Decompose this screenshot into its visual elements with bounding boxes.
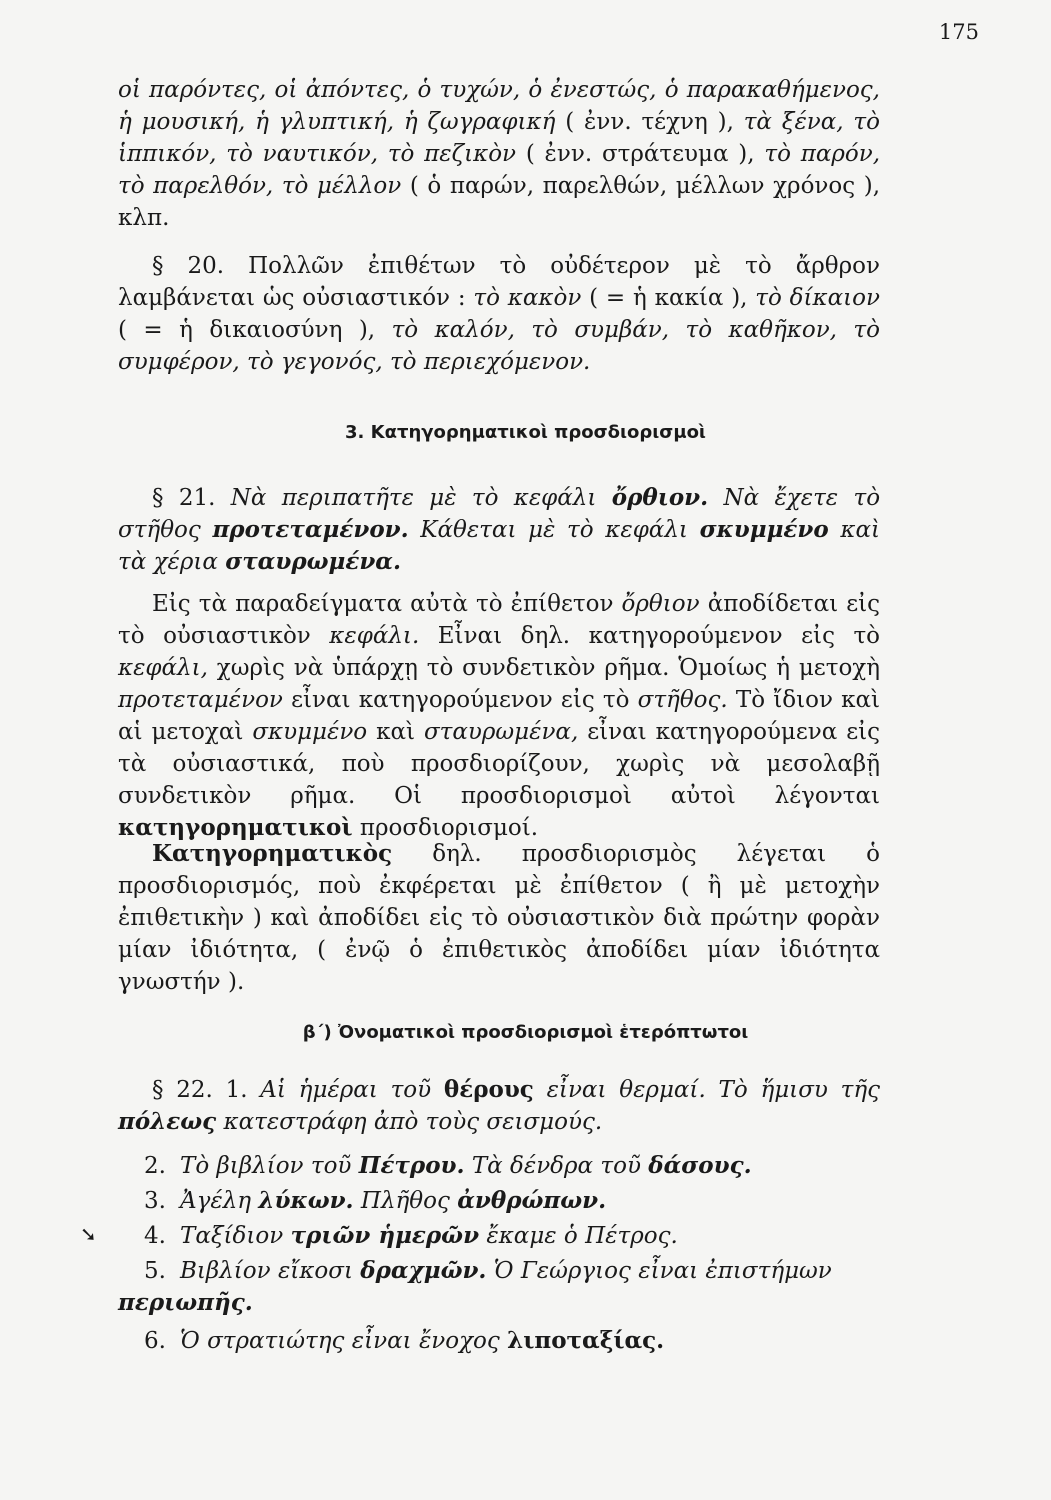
section-heading-3: 3. Κατηγορηματικοὶ προσδιορισμοὶ	[345, 422, 706, 443]
paragraph-21-definition: Κατηγορηματικὸς δηλ. προσδιορισμὸς λέγεται ὁ προσδιορισμός, ποὺ ἐκφέρεται μὲ ἐπίθετον ( ἢ μὲ μετοχὴν ἐπιθετικὴν ) καὶ ἀποδίδει εἰς τὸ οὐσιαστικὸν διὰ πρώτην φορὰν μίαν ἰδιότητα, ( ἐνῷ ὁ ἐπιθετικὸς ἀποδίδει μίαν ἰδιότητα γνωστήν ).	[118, 840, 880, 995]
paragraph-22: § 22. 1. Αἱ ἡμέραι τοῦ θέρους εἶναι θερμαί. Τὸ ἥμισυ τῆς πόλεως κατεστράφη ἀπὸ τοὺς σεισμούς.	[118, 1076, 881, 1135]
example-6: 6. Ὁ στρατιώτης εἶναι ἔνοχος λιποταξίας.	[144, 1327, 665, 1354]
paragraph-21: § 21. Νὰ περιπατῆτε μὲ τὸ κεφάλι ὄρθιον. Νὰ ἔχετε τὸ στῆθος προτεταμένον. Κάθεται μὲ τὸ κεφάλι σκυμμένο καὶ τὰ χέρια σταυρωμένα.	[118, 484, 881, 575]
pencil-mark-icon: ➘	[80, 1222, 97, 1246]
paragraph-20: § 20. Πολλῶν ἐπιθέτων τὸ οὐδέτερον μὲ τὸ ἄρθρον λαμβάνεται ὡς οὐσιαστικόν : τὸ κακὸν ( = ἡ κακία ), τὸ δίκαιον ( = ἡ δικαιοσύνη ), τὸ καλόν, τὸ συμβάν, τὸ καθῆκον, τὸ συμφέρον, τὸ γεγονός, τὸ περιεχόμενον.	[118, 253, 880, 375]
example-4: 4. Ταξίδιον τριῶν ἡμερῶν ἔκαμε ὁ Πέτρος.	[144, 1222, 678, 1249]
paragraph-substantivized-adjectives: οἱ παρόντες, οἱ ἀπόντες, ὁ τυχών, ὁ ἐνεστώς, ὁ παρακαθήμενος, ἡ μουσική, ἡ γλυπτική, ἡ ζωγραφική ( ἐνν. τέχνη ), τὰ ξένα, τὸ ἱππικόν, τὸ ναυτικόν, τὸ πεζικὸν ( ἐνν. στράτευμα ), τὸ παρόν, τὸ παρελθόν, τὸ μέλλον ( ὁ παρών, παρελθών, μέλλων χρόνος ), κλπ.	[118, 77, 881, 231]
page-number: 175	[938, 20, 979, 44]
example-2: 2. Τὸ βιβλίον τοῦ Πέτρου. Τὰ δένδρα τοῦ δάσους.	[144, 1152, 752, 1179]
example-5: 5. Βιβλίον εἴκοσι δραχμῶν. Ὁ Γεώργιος εἶναι ἐπιστήμων περιωπῆς.	[118, 1257, 832, 1316]
example-3: 3. Ἀγέλη λύκων. Πλῆθος ἀνθρώπων.	[144, 1187, 607, 1214]
section-heading-b: β΄) Ὀνοματικοὶ προσδιορισμοὶ ἑτερόπτωτοι	[302, 1022, 749, 1043]
paragraph-21-explanation: Εἰς τὰ παραδείγματα αὐτὰ τὸ ἐπίθετον ὄρθιον ἀποδίδεται εἰς τὸ οὐσιαστικὸν κεφάλι. Εἶναι δηλ. κατηγορούμενον εἰς τὸ κεφάλι, χωρὶς νὰ ὑπάρχῃ τὸ συνδετικὸν ρῆμα. Ὁμοίως ἡ μετοχὴ προτεταμένον εἶναι κατηγορούμενον εἰς τὸ στῆθος. Τὸ ἴδιον καὶ αἱ μετοχαὶ σκυμμένο καὶ σταυρωμένα, εἶναι κατηγορούμενα εἰς τὰ οὐσιαστικά, ποὺ προσδιορίζουν, χωρὶς νὰ μεσολαβῇ συνδετικὸν ρῆμα. Οἱ προσδιορισμοὶ αὐτοὶ λέγονται κατηγορηματικοὶ προσδιορισμοί.	[118, 591, 881, 841]
